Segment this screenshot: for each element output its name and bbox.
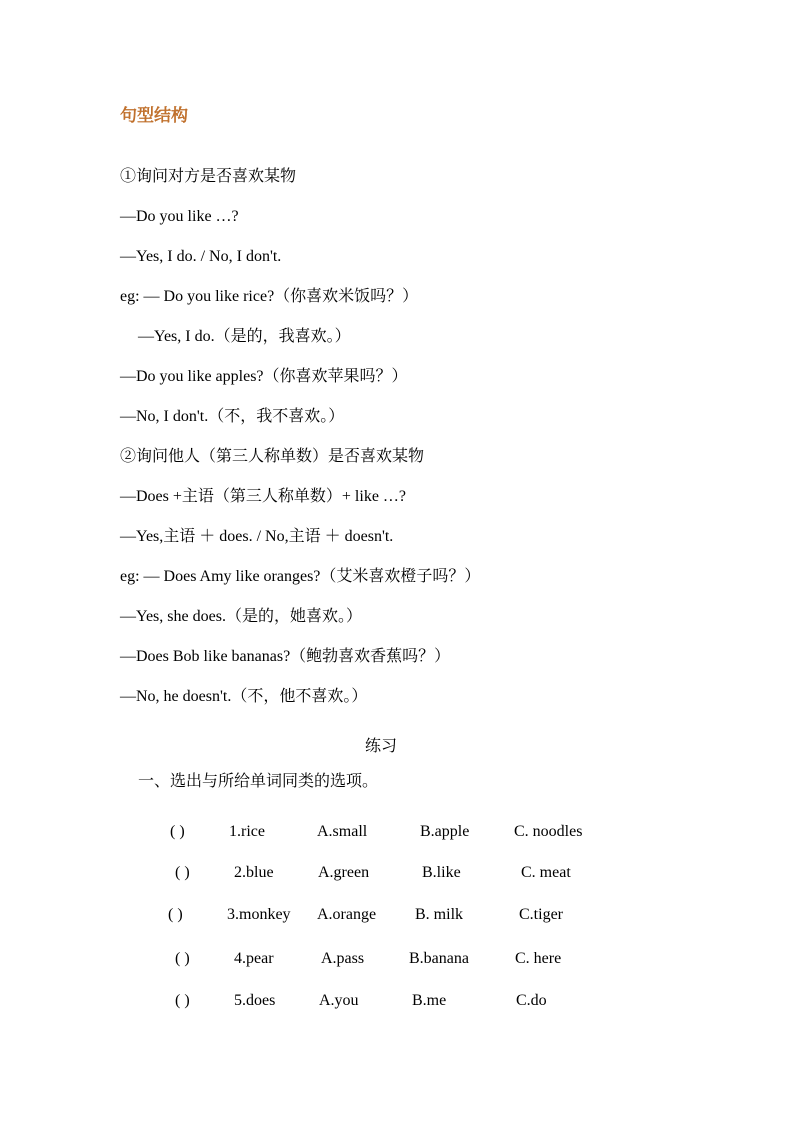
option-a: A.small (317, 823, 368, 840)
question-row (0, 905, 563, 925)
option-c: C. here (515, 950, 562, 967)
option-b: B.banana (409, 950, 469, 967)
option-a: A.orange (317, 906, 377, 923)
option-c: C. noodles (514, 823, 583, 840)
option-c: C.tiger (519, 906, 563, 923)
option-c: C. meat (521, 864, 571, 881)
option-a: A.green (318, 864, 370, 881)
question-word: 1.rice (229, 823, 265, 840)
pattern2-line: —Yes,主语 ＋ does. / No,主语 ＋ doesn't. (120, 528, 394, 545)
option-b: B.apple (420, 823, 470, 840)
question-word: 4.pear (234, 950, 274, 967)
pattern1-line: —Do you like …? (120, 208, 239, 225)
question-row (0, 863, 571, 883)
exercise-instruction: 一、选出与所给单词同类的选项。 (138, 773, 379, 790)
option-a: A.you (319, 992, 359, 1009)
answer-bracket[interactable]: ( ) (175, 950, 190, 967)
answer-bracket[interactable]: ( ) (170, 823, 185, 840)
question-row (0, 822, 583, 842)
question-word: 2.blue (234, 864, 274, 881)
pattern1-title: ①询问对方是否喜欢某物 (120, 168, 297, 185)
answer-bracket[interactable]: ( ) (168, 906, 183, 923)
exercise-title: 练习 (365, 738, 398, 755)
answer-bracket[interactable]: ( ) (175, 864, 190, 881)
pattern2-line: —Does Bob like bananas?（鲍勃喜欢香蕉吗？） (120, 648, 451, 665)
answer-bracket[interactable]: ( ) (175, 992, 190, 1009)
pattern1-line: —Yes, I do. / No, I don't. (120, 248, 282, 265)
question-row (0, 949, 562, 969)
pattern2-line: —Yes, she does.（是的，她喜欢。） (120, 608, 362, 625)
question-word: 5.does (234, 992, 276, 1009)
pattern2-line: eg: — Does Amy like oranges?（艾米喜欢橙子吗？） (120, 568, 481, 585)
option-b: B.like (422, 864, 461, 881)
pattern2-line: —Does +主语（第三人称单数）+ like …? (120, 488, 407, 505)
pattern1-line: —Yes, I do.（是的，我喜欢。） (138, 328, 351, 345)
pattern1-line: —Do you like apples?（你喜欢苹果吗？） (120, 368, 408, 385)
section-title: 句型结构 (120, 106, 188, 125)
pattern1-line: —No, I don't.（不，我不喜欢。） (120, 408, 345, 425)
pattern2-title: ②询问他人（第三人称单数）是否喜欢某物 (120, 448, 425, 465)
option-c: C.do (516, 992, 547, 1009)
question-row (0, 991, 547, 1011)
question-word: 3.monkey (227, 906, 291, 923)
pattern2-line: —No, he doesn't.（不，他不喜欢。） (120, 688, 368, 705)
option-a: A.pass (321, 950, 365, 967)
pattern1-line: eg: — Do you like rice?（你喜欢米饭吗？） (120, 288, 419, 305)
option-b: B. milk (415, 906, 464, 923)
option-b: B.me (412, 992, 447, 1009)
